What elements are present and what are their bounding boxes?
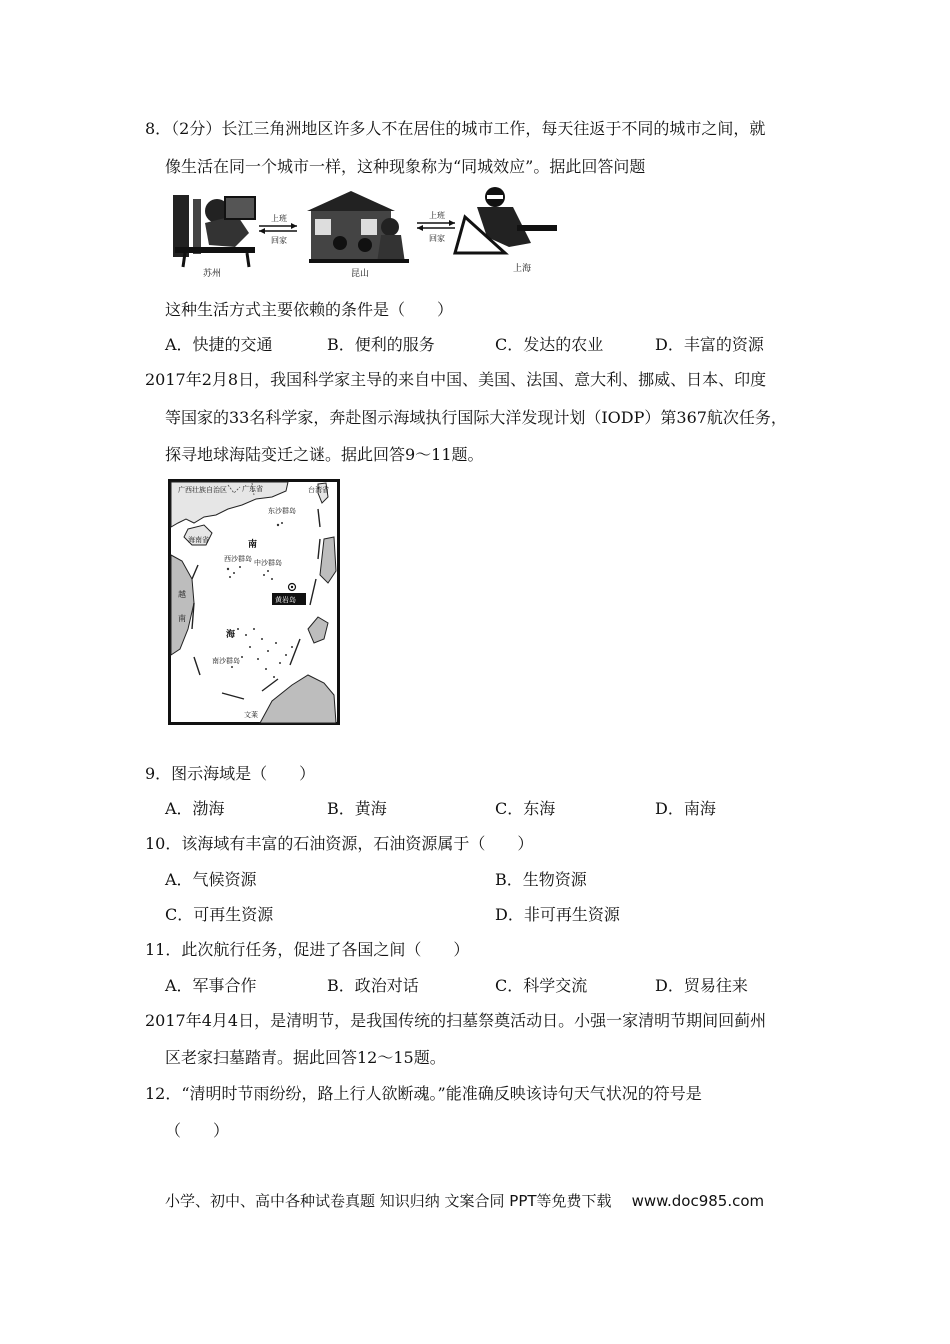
intro2-line1: 2017年4月4日，是清明节，是我国传统的扫墓祭奠活动日。小强一家清明节期间回蓟州 (145, 1011, 767, 1030)
q8-option-c: C．发达的农业 (495, 335, 604, 354)
label-nansha: 南沙群岛 (212, 657, 240, 665)
label-dongsha: 东沙群岛 (268, 507, 296, 515)
label-yue: 越 (178, 590, 186, 599)
q9-option-c: C．东海 (495, 799, 556, 818)
label-nan2: 南 (178, 614, 186, 623)
q11-option-b: B．政治对话 (327, 976, 419, 995)
arrow2-bottom-label: 回家 (429, 234, 445, 243)
q8-line1: 8．（2分）长江三角洲地区许多人不在居住的城市工作，每天往返于不同的城市之间，就 (145, 119, 766, 138)
q9-option-a: A．渤海 (165, 799, 225, 818)
city-kunshan: 昆山 (351, 269, 370, 279)
q8-option-a: A．快捷的交通 (165, 335, 273, 354)
footer-url[interactable]: www.doc985.com (631, 1192, 765, 1210)
label-taiwan: 台湾省 (308, 486, 329, 494)
footer-text: 小学、初中、高中各种试卷真题 知识归纳 文案合同 PPT等免费下载 (165, 1192, 612, 1210)
label-zhongsha: 中沙群岛 (254, 559, 282, 567)
shanghai-scene (455, 187, 557, 253)
q12-line1: 12．“清明时节雨纷纷，路上行人欲断魂。”能准确反映该诗句天气状况的符号是 (145, 1084, 702, 1103)
intro1-line1: 2017年2月8日，我国科学家主导的来自中国、美国、法国、意大利、挪威、日本、印度 (145, 370, 767, 389)
q10-question: 10．该海域有丰富的石油资源，石油资源属于（ ） (145, 834, 534, 853)
q10-option-b: B．生物资源 (495, 870, 587, 889)
label-guangdong: 广东省 (242, 485, 263, 493)
label-hainan: 海南省 (188, 536, 209, 544)
q8-option-b: B．便利的服务 (327, 335, 435, 354)
q11-option-d: D．贸易往来 (655, 976, 748, 995)
q8-option-d: D．丰富的资源 (655, 335, 764, 354)
intro1-line3: 探寻地球海陆变迁之谜。据此回答9～11题。 (165, 445, 484, 464)
arrow1-top-label: 上班 (271, 214, 287, 223)
city-suzhou: 苏州 (203, 269, 222, 279)
label-xisha: 西沙群岛 (224, 555, 252, 563)
q11-option-c: C．科学交流 (495, 976, 588, 995)
suzhou-scene (173, 195, 255, 267)
intro1-line2: 等国家的33名科学家，奔赴图示海域执行国际大洋发现计划（IODP）第367航次任务， (165, 408, 787, 427)
q9-option-d: D．南海 (655, 799, 716, 818)
label-huangyan: 黄岩岛 (275, 596, 296, 604)
q10-option-a: A．气候资源 (165, 870, 257, 889)
q8-question: 这种生活方式主要依赖的条件是（ ） (165, 300, 454, 319)
city-shanghai: 上海 (513, 264, 532, 274)
q11-question: 11．此次航行任务，促进了各国之间（ ） (145, 940, 470, 959)
q9-question: 9．图示海域是（ ） (145, 764, 316, 783)
q11-option-a: A．军事合作 (165, 976, 257, 995)
intro2-line2: 区老家扫墓踏青。据此回答12～15题。 (165, 1048, 446, 1067)
arrow2-top-label: 上班 (429, 211, 445, 220)
commute-illustration (165, 185, 570, 280)
q9-option-b: B．黄海 (327, 799, 387, 818)
q8-line2: 像生活在同一个城市一样，这种现象称为“同城效应”。据此回答问题 (165, 157, 646, 176)
south-china-sea-map (168, 479, 340, 725)
q12-line2: （ ） (165, 1121, 230, 1140)
page-footer (165, 1191, 764, 1211)
kunshan-scene (307, 191, 409, 263)
label-guangxi: 广西壮族自治区 (178, 486, 227, 494)
q10-option-d: D．非可再生资源 (495, 905, 620, 924)
label-nan: 南 (248, 540, 258, 550)
arrow1-bottom-label: 回家 (271, 236, 287, 245)
label-hai: 海 (226, 630, 236, 640)
label-wenlai: 文莱 (244, 711, 258, 719)
q10-option-c: C．可再生资源 (165, 905, 274, 924)
